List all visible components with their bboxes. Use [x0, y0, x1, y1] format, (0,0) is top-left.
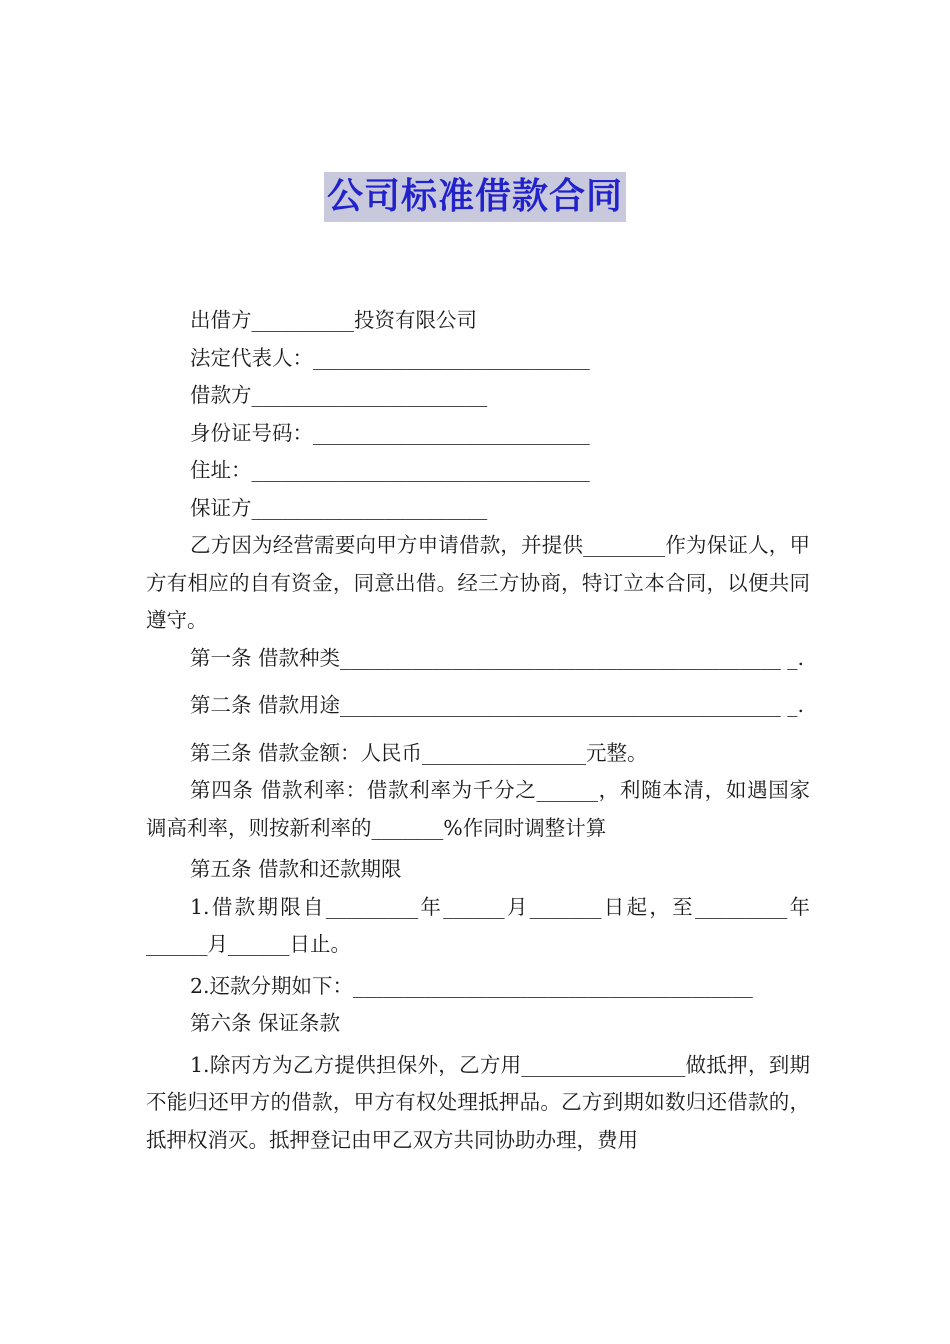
preamble-paragraph: 乙方因为经营需要向甲方申请借款，并提供________作为保证人，甲方有相应的自有资金，同意出借。经三方协商，特订立本合同，以便共同遵守。	[146, 533, 810, 632]
article-6-item-1: 1.除丙方为乙方提供担保外，乙方用________________做抵押，到期不能归还甲方的借款，甲方有权处理抵押品。乙方到期如数归还借款的，抵押权消灭。抵押登记由甲乙双方共同协助办理，费用	[146, 1052, 810, 1152]
article-4: 第四条 借款利率：借款利率为千分之______，利随本清，如遇国家调高利率，则按新利率的_______%作同时调整计算	[146, 778, 810, 840]
document-title: 公司标准借款合同	[324, 172, 626, 222]
document-body	[146, 302, 810, 1159]
lender-line: 出借方__________投资有限公司	[190, 308, 477, 332]
article-5-item-1: 1.借款期限自_________年______月_______日起，至_________年______月______日止。	[146, 894, 810, 956]
article-2: 第二条 借款用途___________________________________________ _.	[190, 693, 805, 717]
borrower-line: 借款方_______________________	[190, 383, 488, 407]
article-1: 第一条 借款种类___________________________________________ _.	[190, 645, 805, 670]
article-5: 第五条 借款和还款期限	[190, 857, 402, 881]
document-title-wrapper	[0, 172, 950, 222]
id-number-line: 身份证号码：___________________________	[190, 420, 590, 445]
article-6: 第六条 保证条款	[190, 1011, 341, 1035]
guarantor-line: 保证方_______________________	[190, 495, 488, 520]
legal-representative-line: 法定代表人：___________________________	[190, 345, 590, 370]
article-3: 第三条 借款金额：人民币________________元整。	[190, 740, 648, 765]
address-line: 住址：_________________________________	[190, 458, 590, 482]
article-5-item-2: 2.还款分期如下：_______________________________________	[190, 973, 753, 998]
